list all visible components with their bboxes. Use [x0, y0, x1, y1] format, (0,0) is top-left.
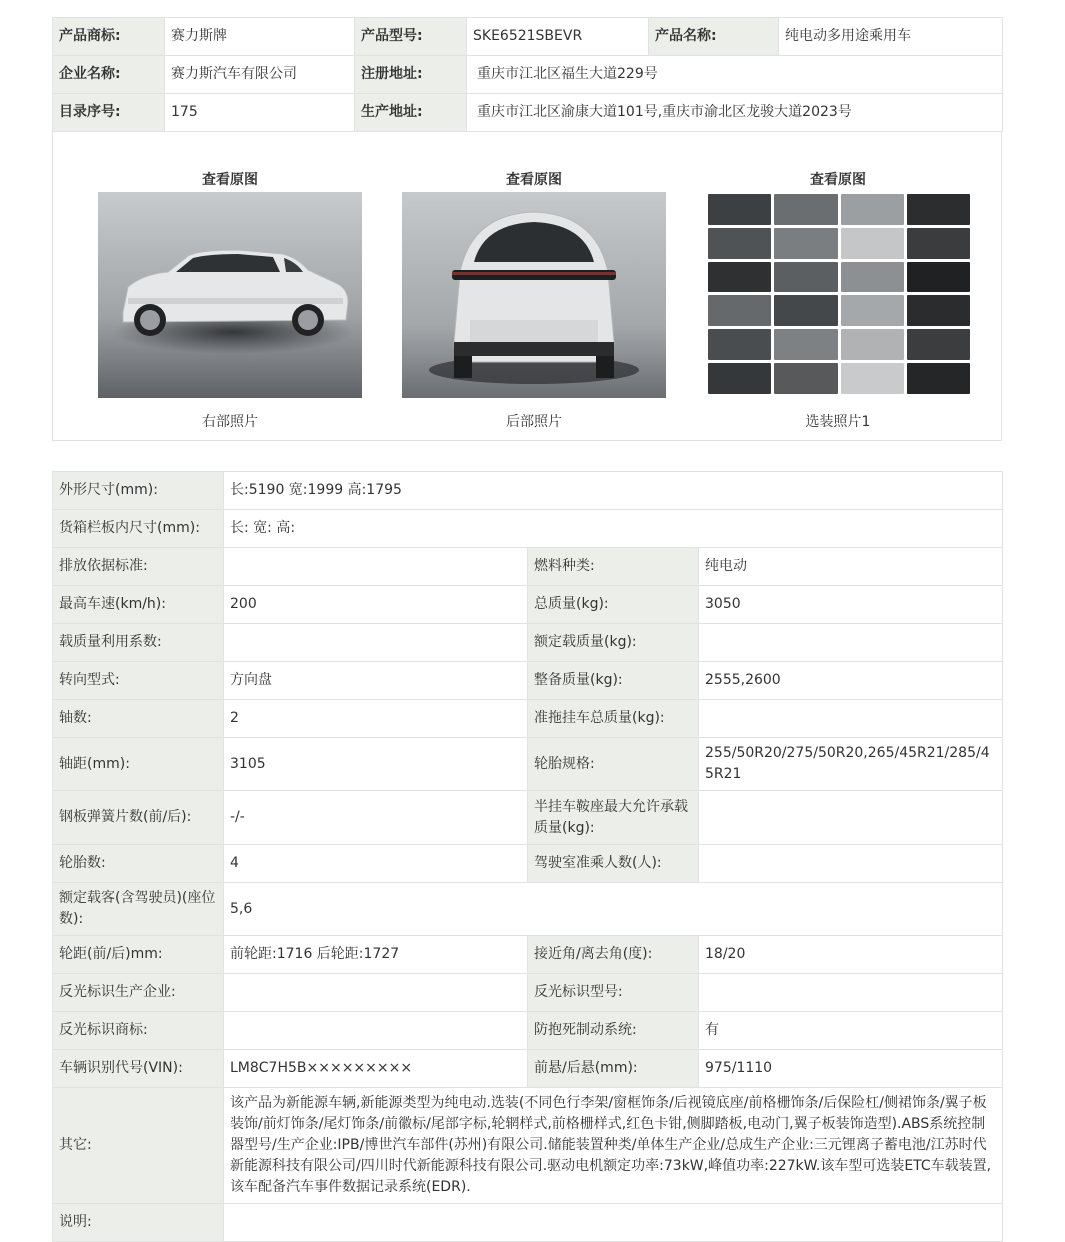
spec-label: 反光标识型号:	[528, 974, 699, 1012]
view-original-link[interactable]: 查看原图	[506, 172, 562, 188]
spec-label: 反光标识商标:	[53, 1012, 224, 1050]
options-photo-grid[interactable]	[706, 192, 970, 398]
photo-caption: 右部照片	[202, 414, 258, 430]
photo-caption: 后部照片	[506, 414, 562, 430]
spec-label: 防抱死制动系统:	[528, 1012, 699, 1050]
spec-label: 轮胎规格:	[528, 738, 699, 791]
reg-addr-value: 重庆市江北区福生大道229号	[467, 56, 1003, 94]
spec-value: 200	[224, 586, 528, 624]
spec-label: 准拖挂车总质量(kg):	[528, 700, 699, 738]
spec-value	[224, 1012, 528, 1050]
spec-value: 纯电动	[699, 548, 1003, 586]
spec-value	[699, 700, 1003, 738]
name-value: 纯电动多用途乘用车	[779, 18, 1003, 56]
spec-value: 有	[699, 1012, 1003, 1050]
spec-label: 说明:	[53, 1204, 224, 1242]
spec-value	[699, 791, 1003, 845]
model-label: 产品型号:	[355, 18, 467, 56]
company-label: 企业名称:	[53, 56, 165, 94]
spec-label: 前悬/后悬(mm):	[528, 1050, 699, 1088]
spec-label: 额定载质量(kg):	[528, 624, 699, 662]
spec-value: 3105	[224, 738, 528, 791]
view-original-link[interactable]: 查看原图	[810, 172, 866, 188]
product-header-table	[52, 17, 1003, 132]
spec-label: 轮距(前/后)mm:	[53, 936, 224, 974]
spec-value: 3050	[699, 586, 1003, 624]
spec-label: 半挂车鞍座最大允许承载质量(kg):	[528, 791, 699, 845]
spec-value: 4	[224, 845, 528, 883]
spec-label: 整备质量(kg):	[528, 662, 699, 700]
spec-value: 前轮距:1716 后轮距:1727	[224, 936, 528, 974]
spec-label: 转向型式:	[53, 662, 224, 700]
spec-value	[699, 845, 1003, 883]
prod-addr-label: 生产地址:	[355, 94, 467, 132]
spec-value: 长:5190 宽:1999 高:1795	[224, 472, 1003, 510]
spec-label: 货箱栏板内尺寸(mm):	[53, 510, 224, 548]
spec-value: -/-	[224, 791, 528, 845]
spec-value	[699, 624, 1003, 662]
spec-label: 轮胎数:	[53, 845, 224, 883]
spec-label: 钢板弹簧片数(前/后):	[53, 791, 224, 845]
spec-label: 额定载客(含驾驶员)(座位数):	[53, 883, 224, 936]
spec-value	[699, 974, 1003, 1012]
photo-panel	[52, 131, 1002, 441]
brand-label: 产品商标:	[53, 18, 165, 56]
name-label: 产品名称:	[649, 18, 779, 56]
spec-label: 轴距(mm):	[53, 738, 224, 791]
spec-label: 接近角/离去角(度):	[528, 936, 699, 974]
catalog-value: 175	[165, 94, 355, 132]
spec-value: 方向盘	[224, 662, 528, 700]
spec-value: 255/50R20/275/50R20,265/45R21/285/45R21	[699, 738, 1003, 791]
spec-value: 975/1110	[699, 1050, 1003, 1088]
brand-value: 赛力斯牌	[165, 18, 355, 56]
spec-value: 该产品为新能源车辆,新能源类型为纯电动.选装(不同色行李架/窗框饰条/后视镜底座/前格栅饰条/后保险杠/侧裙饰条/翼子板装饰/前灯饰条/尾灯饰条/前徽标/尾部字标,轮辋样式,前格栅样式,红色卡钳,侧脚踏板,电动门,翼子板装饰造型).ABS系统控制器型号/生产企业:IPB/博世汽车部件(苏州)有限公司.储能装置种类/单体生产企业/总成生产企业:三元锂离子蓄电池/江苏时代新能源科技有限公司/四川时代新能源科技有限公司.驱动电机额定功率:73kW,峰值功率:227kW.该车型可选装ETC车载装置,该车配备汽车事件数据记录系统(EDR).	[224, 1088, 1003, 1204]
photo-caption: 选装照片1	[805, 414, 871, 430]
spec-value: 5,6	[224, 883, 1003, 936]
spec-label: 其它:	[53, 1088, 224, 1204]
spec-label: 燃料种类:	[528, 548, 699, 586]
spec-label: 总质量(kg):	[528, 586, 699, 624]
spec-value	[224, 974, 528, 1012]
spec-label: 载质量利用系数:	[53, 624, 224, 662]
company-value: 赛力斯汽车有限公司	[165, 56, 355, 94]
spec-label: 轴数:	[53, 700, 224, 738]
spec-value: LM8C7H5B×××××××××	[224, 1050, 528, 1088]
prod-addr-value: 重庆市江北区渝康大道101号,重庆市渝北区龙骏大道2023号	[467, 94, 1003, 132]
spec-value	[224, 1204, 1003, 1242]
spec-value: 长: 宽: 高:	[224, 510, 1003, 548]
spec-value	[224, 548, 528, 586]
spec-value: 2555,2600	[699, 662, 1003, 700]
spec-label: 车辆识别代号(VIN):	[53, 1050, 224, 1088]
spec-value	[224, 624, 528, 662]
spec-label: 最高车速(km/h):	[53, 586, 224, 624]
spec-label: 驾驶室准乘人数(人):	[528, 845, 699, 883]
spec-value: 2	[224, 700, 528, 738]
spec-table	[52, 471, 1003, 1242]
reg-addr-label: 注册地址:	[355, 56, 467, 94]
catalog-label: 目录序号:	[53, 94, 165, 132]
spec-value: 18/20	[699, 936, 1003, 974]
model-value: SKE6521SBEVR	[467, 18, 649, 56]
spec-label: 排放依据标准:	[53, 548, 224, 586]
view-original-link[interactable]: 查看原图	[202, 172, 258, 188]
rear-photo[interactable]	[402, 192, 666, 398]
spec-label: 反光标识生产企业:	[53, 974, 224, 1012]
spec-label: 外形尺寸(mm):	[53, 472, 224, 510]
right-side-photo[interactable]	[98, 192, 362, 398]
